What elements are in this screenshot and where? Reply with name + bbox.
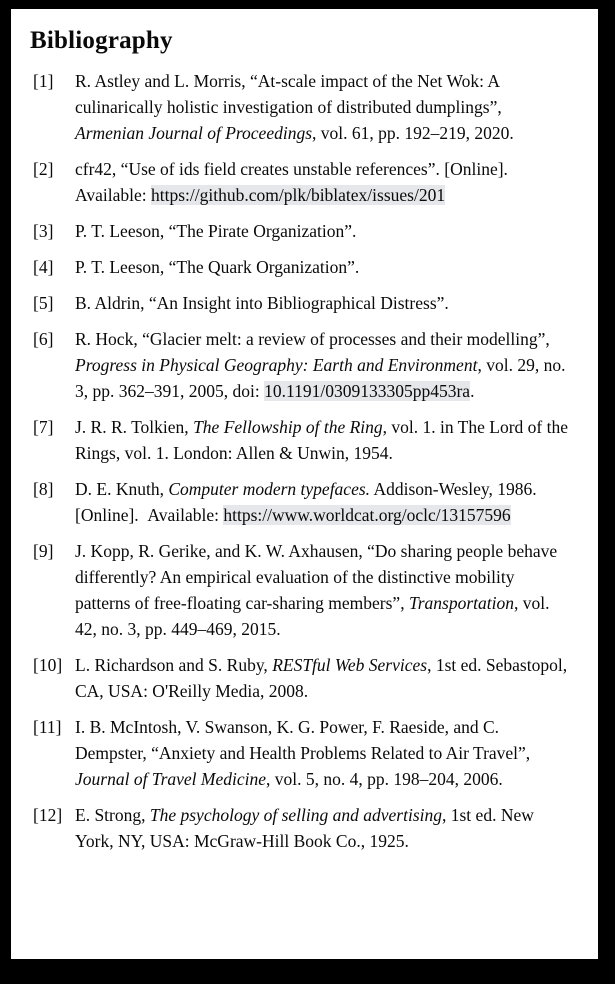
entry-text-segment: J. Kopp, R. Gerike, and K. W. Axhausen, “Do sharing people behave differently? An empirical evaluation of the distinctive mobility patterns of free-floating car-sharing members”,	[75, 541, 558, 613]
entry-text-segment: cfr42, “Use of ids field creates unstable references”. [Online]. Available:	[75, 159, 508, 205]
bibliography-page	[11, 9, 598, 959]
entry-text-segment: .	[470, 381, 475, 401]
work-title-italic: Transportation	[408, 593, 514, 613]
entry-text-segment: E. Strong,	[75, 805, 150, 825]
entry-number: [4]	[33, 257, 54, 277]
work-title-italic: Journal of Travel Medicine	[75, 769, 267, 789]
entry-number: [5]	[33, 293, 54, 313]
entry-text	[75, 290, 570, 316]
bibliography-entry	[30, 290, 570, 316]
page-title: Bibliography	[30, 27, 173, 54]
entry-number: [2]	[33, 159, 54, 179]
entry-number: [10]	[33, 655, 63, 675]
entry-number: [11]	[33, 717, 62, 737]
work-title-italic: Armenian Journal of Proceedings	[75, 123, 313, 143]
bibliography-entry	[30, 538, 570, 642]
entry-text	[75, 326, 570, 404]
entry-text	[75, 538, 570, 642]
bibliography-entry	[30, 156, 570, 208]
entry-number: [12]	[33, 805, 63, 825]
entry-number: [3]	[33, 221, 54, 241]
entry-text-segment: R. Astley and L. Morris, “At-scale impact of the Net Wok: A culinarically holistic investigation of distributed dumplings”,	[75, 71, 502, 117]
entry-text	[75, 476, 570, 528]
bibliography-entry	[30, 414, 570, 466]
hyperlink[interactable]: 10.1191/0309133305pp453ra	[264, 381, 471, 401]
entry-number: [6]	[33, 329, 54, 349]
entry-text	[75, 254, 570, 280]
entry-text-segment: , 1st ed. New York, NY, USA: McGraw-Hill Book Co., 1925.	[75, 805, 534, 851]
entry-text	[75, 714, 570, 792]
work-title-italic: Computer modern typefaces.	[168, 479, 371, 499]
hyperlink[interactable]: https://github.com/plk/biblatex/issues/201	[150, 185, 446, 205]
entry-text-segment: J. R. R. Tolkien,	[75, 417, 194, 437]
entry-text-segment: L. Richardson and S. Ruby,	[75, 655, 273, 675]
entry-text-segment: , vol. 29, no. 3, pp. 362–391, 2005, doi:	[75, 355, 566, 401]
work-title-italic: Progress in Physical Geography: Earth and Environment	[75, 355, 478, 375]
entry-number: [9]	[33, 541, 54, 561]
entry-text	[75, 156, 570, 208]
entry-text	[75, 652, 570, 704]
entry-text	[75, 802, 570, 854]
entry-number: [7]	[33, 417, 54, 437]
entry-text-segment: Addison-Wesley, 1986. [Online]. Available:	[75, 479, 537, 525]
hyperlink[interactable]: https://www.worldcat.org/oclc/13157596	[223, 505, 511, 525]
entry-text-segment: , vol. 1. in The Lord of the Rings, vol. 1. London: Allen & Unwin, 1954.	[75, 417, 568, 463]
work-title-italic: The psychology of selling and advertising	[149, 805, 442, 825]
entry-number: [8]	[33, 479, 54, 499]
entry-text-segment: B. Aldrin, “An Insight into Bibliographical Distress”.	[75, 293, 449, 313]
entry-text	[75, 414, 570, 466]
entry-text-segment: , vol. 42, no. 3, pp. 449–469, 2015.	[75, 593, 550, 639]
bibliography-list	[30, 68, 570, 854]
bibliography-entry	[30, 68, 570, 146]
bibliography-entry	[30, 218, 570, 244]
work-title-italic: RESTful Web Services	[272, 655, 428, 675]
entry-text-segment: D. E. Knuth,	[75, 479, 169, 499]
entry-text-segment: , vol. 5, no. 4, pp. 198–204, 2006.	[266, 769, 503, 789]
entry-text-segment: P. T. Leeson, “The Quark Organization”.	[75, 257, 360, 277]
bibliography-entry	[30, 254, 570, 280]
entry-number: [1]	[33, 71, 54, 91]
entry-text-segment: R. Hock, “Glacier melt: a review of processes and their modelling”,	[75, 329, 550, 349]
bibliography-entry	[30, 476, 570, 528]
bibliography-entry	[30, 802, 570, 854]
entry-text-segment: P. T. Leeson, “The Pirate Organization”.	[75, 221, 357, 241]
work-title-italic: The Fellowship of the Ring	[193, 417, 383, 437]
bibliography-entry	[30, 714, 570, 792]
bibliography-entry	[30, 326, 570, 404]
entry-text-segment: , 1st ed. Sebastopol, CA, USA: O'Reilly Media, 2008.	[75, 655, 568, 701]
entry-text	[75, 218, 570, 244]
entry-text	[75, 68, 570, 146]
bibliography-entry	[30, 652, 570, 704]
entry-text-segment: I. B. McIntosh, V. Swanson, K. G. Power, F. Raeside, and C. Dempster, “Anxiety and Health Problems Related to Air Travel”,	[75, 717, 531, 763]
entry-text-segment: , vol. 61, pp. 192–219, 2020.	[312, 123, 514, 143]
